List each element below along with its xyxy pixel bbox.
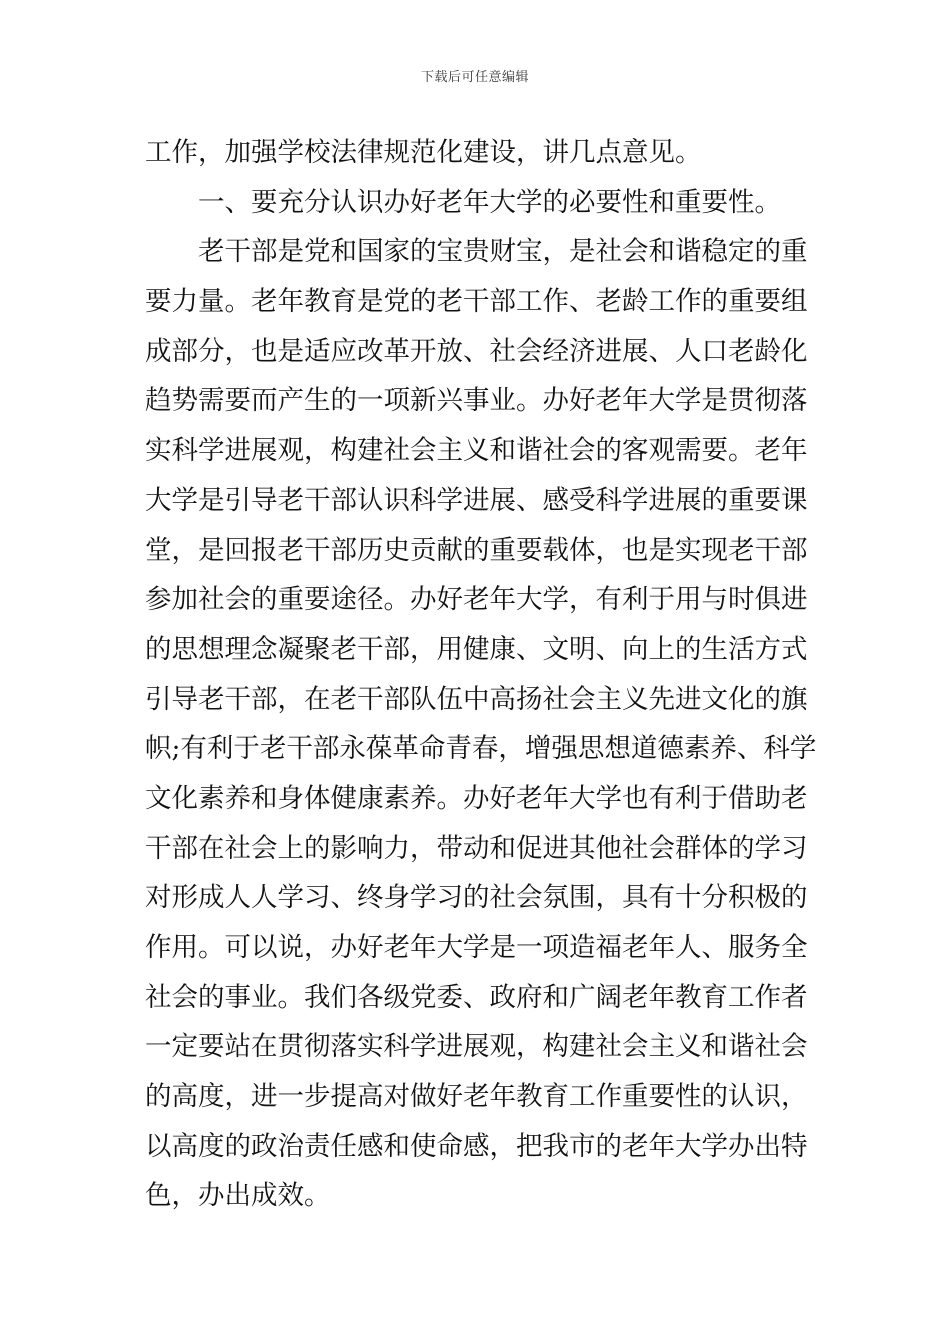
- text-line: 堂，是回报老干部历史贡献的重要载体，也是实现老干部: [145, 534, 808, 566]
- text-line: 文化素养和身体健康素养。办好老年大学也有利于借助老: [145, 782, 808, 814]
- text-line: 社会的事业。我们各级党委、政府和广阔老年教育工作者: [145, 981, 808, 1013]
- text-line: 实科学进展观，构建社会主义和谐社会的客观需要。老年: [145, 435, 808, 467]
- text-line: 工作，加强学校法律规范化建设，讲几点意见。: [145, 137, 702, 168]
- text-line: 帜;有利于老干部永葆革命青春，增强思想道德素养、科学: [145, 733, 817, 765]
- text-line: 一定要站在贯彻落实科学进展观，构建社会主义和谐社会: [145, 1031, 808, 1063]
- text-line: 干部在社会上的影响力，带动和促进其他社会群体的学习: [145, 832, 808, 864]
- document-body: [145, 128, 817, 1221]
- text-line: 参加社会的重要途径。办好老年大学，有利于用与时俱进: [145, 584, 808, 616]
- text-line: 色，办出成效。: [145, 1180, 331, 1212]
- text-line: 引导老干部，在老干部队伍中高扬社会主义先进文化的旗: [145, 683, 808, 715]
- text-line: 老干部是党和国家的宝贵财宝，是社会和谐稳定的重: [198, 236, 808, 268]
- text-line: 的思想理念凝聚老干部，用健康、文明、向上的生活方式: [145, 633, 808, 665]
- text-line: 以高度的政治责任感和使命感，把我市的老年大学办出特: [145, 1130, 808, 1162]
- text-line: 的高度，进一步提高对做好老年教育工作重要性的认识，: [145, 1081, 808, 1113]
- text-line: 大学是引导老干部认识科学进展、感受科学进展的重要课: [145, 484, 808, 516]
- text-line: 成部分，也是适应改革开放、社会经济进展、人口老龄化: [145, 335, 808, 367]
- text-line: 一、要充分认识办好老年大学的必要性和重要性。: [198, 186, 781, 218]
- text-line: 对形成人人学习、终身学习的社会氛围，具有十分积极的: [145, 882, 808, 914]
- text-line: 作用。可以说，办好老年大学是一项造福老年人、服务全: [145, 932, 808, 963]
- text-line: 趋势需要而产生的一项新兴事业。办好老年大学是贯彻落: [145, 385, 808, 417]
- text-line: 要力量。老年教育是党的老干部工作、老龄工作的重要组: [145, 286, 808, 318]
- page-header: 下载后可任意编辑: [420, 70, 529, 85]
